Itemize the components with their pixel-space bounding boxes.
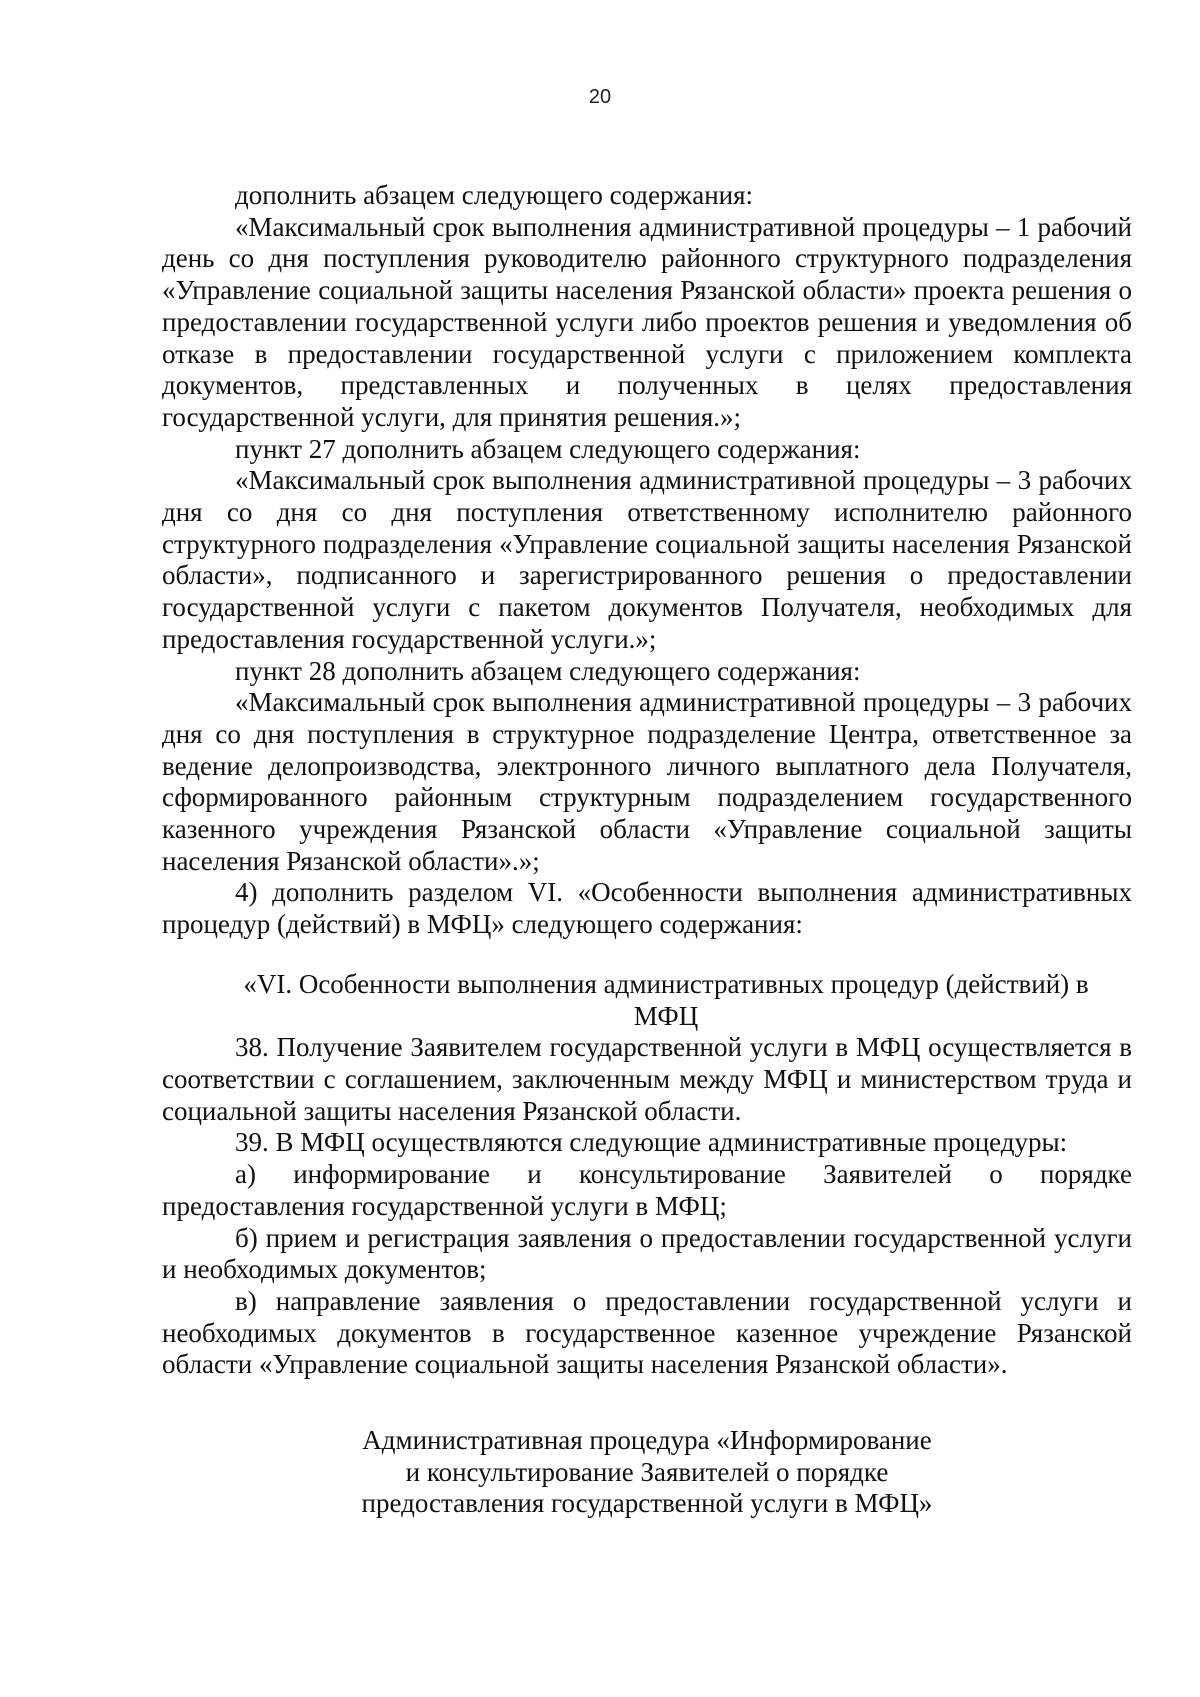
paragraph: 4) дополнить разделом VI. «Особенности выполнения административных процедур (действий) в МФЦ» следующего содержания: [162,877,1132,940]
paragraph: пункт 28 дополнить абзацем следующего содержания: [235,655,861,686]
document-body [162,180,1132,1520]
procedure-subheading [162,1425,1132,1520]
paragraph: «Максимальный срок выполнения административной процедуры – 3 рабочих дня со дня поступления в структурное подразделение Центра, ответственное за ведение делопроизводства, электронного личного выплатного дела Получателя, сформированного районным структурным подразделением государственного казенного учреждения Рязанской области «Управление социальной защиты населения Рязанской области».»; [162,687,1132,876]
list-item: в) направление заявления о предоставлении государственной услуги и необходимых документов в государственное казенное учреждение Рязанской области «Управление социальной защиты населения Рязанской области». [162,1285,1132,1380]
paragraph: пункт 27 дополнить абзацем следующего содержания: [235,433,861,464]
subheading-line: и консультирование Заявителей о порядке [405,1456,889,1487]
paragraph: «Максимальный срок выполнения административной процедуры – 1 рабочий день со дня поступления руководителю районного структурного подразделения «Управление социальной защиты населения Рязанской области» проекта решения о предоставлении государственной услуги либо проектов решения и уведомления об отказе в предоставлении государственной услуги с приложением комплекта документов, представленных и полученных в целях предоставления государственной услуги, для принятия решения.»; [162,211,1132,432]
list-item: б) прием и регистрация заявления о предоставлении государственной услуги и необходимых документов; [162,1222,1132,1285]
paragraph: 39. В МФЦ осуществляются следующие административные процедуры: [235,1127,1068,1158]
subheading-line: предоставления государственной услуги в МФЦ» [361,1488,933,1519]
paragraph: 38. Получение Заявителем государственной услуги в МФЦ осуществляется в соответствии с соглашением, заключенным между МФЦ и министерством труда и социальной защиты населения Рязанской области. [162,1032,1132,1126]
section-heading: «VI. Особенности выполнения административных процедур (действий) в МФЦ [243,968,1089,1031]
paragraph: «Максимальный срок выполнения административной процедуры – 3 рабочих дня со дня со дня поступления ответственному исполнителю районного структурного подразделения «Управление социальной защиты населения Рязанской области», подписанного и зарегистрированного решения о предоставлении государственной услуги с пакетом документов Получателя, необходимых для предоставления государственной услуги.»; [162,465,1132,654]
paragraph: дополнить абзацем следующего содержания: [235,180,754,210]
page-number: 20 [588,86,612,108]
subheading-line: Административная процедура «Информирование [362,1425,932,1456]
list-item: а) информирование и консультирование Заявителей о порядке предоставления государственной услуги в МФЦ; [162,1159,1132,1221]
